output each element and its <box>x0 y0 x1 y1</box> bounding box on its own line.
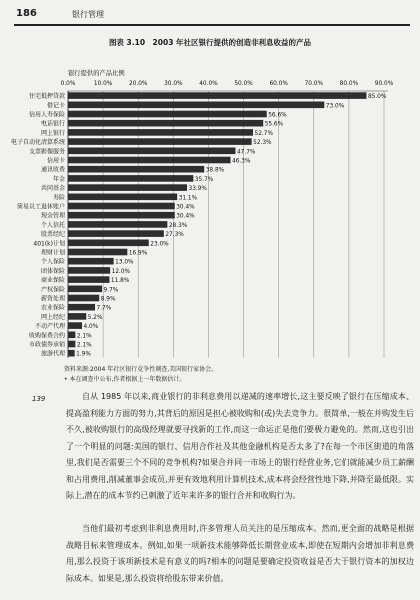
category-label: 不动产代理 <box>34 323 65 331</box>
category-label: 薪资处理 <box>40 295 65 303</box>
page-number: 186 <box>16 8 37 19</box>
data-label: 4.0% <box>83 324 99 331</box>
data-label: 56.6% <box>268 112 287 119</box>
category-label: 寿险 <box>52 194 65 202</box>
data-label: 9.7% <box>103 287 119 294</box>
bar <box>68 350 75 357</box>
data-label: 52.7% <box>254 130 273 137</box>
header-rule <box>14 24 410 26</box>
running-title: 银行管理 <box>72 10 104 19</box>
category-label: 网上银行 <box>40 129 65 137</box>
data-label: 85.0% <box>367 94 387 101</box>
category-label: 市政债券承销 <box>28 341 65 349</box>
data-label: 7.7% <box>96 305 112 312</box>
data-label: 35.7% <box>194 176 214 183</box>
bar <box>68 332 75 339</box>
data-label: 27.3% <box>165 232 184 239</box>
x-tick-label: 70.0% <box>304 81 323 87</box>
footnote: • 本在调查中公布,作者根据上一年数据估计。 <box>64 376 186 383</box>
category-label: 电子自动化清算系统 <box>10 139 65 147</box>
bar <box>68 304 95 311</box>
data-label: 16.9% <box>128 250 148 257</box>
bar <box>68 313 86 320</box>
data-label: 11.8% <box>110 278 130 285</box>
page-header <box>14 8 410 24</box>
x-tick-label: 90.0% <box>374 81 394 87</box>
data-label: 30.4% <box>176 213 195 220</box>
bar <box>68 258 114 265</box>
x-tick-label: 0.0% <box>60 81 76 87</box>
data-label: 55.6% <box>264 121 284 128</box>
margin-number: 139 <box>32 395 46 403</box>
x-tick-label: 30.0% <box>164 81 183 87</box>
data-label: 47.7% <box>236 149 256 156</box>
data-label: 8.9% <box>100 296 116 303</box>
data-label: 73.0% <box>325 103 345 110</box>
bar <box>68 184 187 191</box>
category-label: 共同基金 <box>40 185 65 193</box>
bar <box>68 194 177 201</box>
bar <box>68 138 252 145</box>
category-label: 支票影像服务 <box>28 148 65 156</box>
body-paragraph-2: 当他们最初考虑到非利息费用时,许多管理人员关注的是压缩成本。然而,更全面的战略是根据战略目标来管理成本。例如,如果一项新技术能够降低长期营业成本,即使在短期内会增加非利息费用,那么投资于该项新技术是有意义的吗?相本的问题是要确定投资收益是否大于银行资本的加权边际成本。如果是,那么投资将给股东带来价值。 <box>66 524 414 583</box>
category-label: 理财计划 <box>40 249 65 257</box>
figure-caption: 图表 3.10 2003 年社区银行提供的创造非利息收益的产品 <box>108 38 312 47</box>
category-label: 农业保险 <box>40 304 65 312</box>
bar <box>68 92 366 99</box>
x-tick-label: 40.0% <box>199 81 218 87</box>
data-label: 1.9% <box>76 351 91 358</box>
axis-caption: 银行提供的产品比例 <box>68 70 125 77</box>
data-label: 13.0% <box>115 259 134 266</box>
bar-chart <box>0 64 420 364</box>
category-label: 个人信托 <box>40 221 65 229</box>
bar <box>68 175 193 182</box>
data-label: 52.3% <box>253 140 272 147</box>
bar <box>68 295 99 302</box>
bar <box>68 286 102 293</box>
bar <box>68 267 110 274</box>
bar <box>68 221 167 228</box>
bar <box>68 230 164 237</box>
category-label: 电话银行 <box>40 120 65 128</box>
data-label: 28.3% <box>168 222 188 229</box>
category-label: 旅游代理 <box>40 350 65 358</box>
x-tick-label: 60.0% <box>269 81 288 87</box>
data-label: 2.1% <box>76 342 92 349</box>
category-label: 网上经纪 <box>40 313 65 321</box>
bar <box>68 148 235 155</box>
category-label: 个人保险 <box>40 258 65 266</box>
data-label: 31.1% <box>178 195 198 202</box>
category-label: 现金管理 <box>40 212 65 220</box>
data-label: 38.8% <box>205 167 225 174</box>
category-label: 股票经纪 <box>40 231 65 239</box>
bar <box>68 276 109 283</box>
bar <box>68 166 204 173</box>
x-tick-label: 50.0% <box>234 81 253 87</box>
x-tick-label: 10.0% <box>93 81 113 87</box>
category-label: 产权保险 <box>40 286 65 294</box>
category-label: 收购保费合约 <box>28 332 65 340</box>
category-label: 简易员工退休账户 <box>16 203 65 211</box>
bar <box>68 203 175 210</box>
category-label: 商业保险 <box>40 277 65 285</box>
data-label: 23.0% <box>150 241 169 248</box>
data-label: 46.3% <box>232 158 251 165</box>
x-tick-label: 80.0% <box>339 81 359 87</box>
data-label: 2.1% <box>76 333 92 340</box>
category-label: 借记卡 <box>46 102 65 110</box>
category-label: 401(k)计划 <box>33 240 65 248</box>
bar <box>68 249 127 256</box>
bar <box>68 322 82 329</box>
category-label: 团体保险 <box>40 267 65 275</box>
bar <box>68 157 231 164</box>
data-label: 30.4% <box>176 204 195 211</box>
x-tick-label: 20.0% <box>129 81 148 87</box>
category-label: 通讯收费 <box>40 166 65 174</box>
data-label: 5.2% <box>87 314 103 321</box>
bar <box>68 240 149 247</box>
bar <box>68 212 175 219</box>
bar <box>68 341 75 348</box>
source-note: 资料来源:2004 年社区银行竞争性调查,美国银行家协会。 <box>64 366 218 373</box>
bar <box>68 102 324 109</box>
bar <box>68 129 253 136</box>
data-label: 33.9% <box>188 186 207 193</box>
category-label: 信用卡 <box>46 157 65 165</box>
bar <box>68 120 263 127</box>
category-label: 年金 <box>52 175 65 183</box>
data-label: 12.0% <box>111 268 131 275</box>
category-label: 信用人寿保险 <box>28 111 65 119</box>
body-paragraph-1: 自从 1985 年以来,商业银行的非利息费用以递减的速率增长,这主要反映了银行在压缩成本、提高盈利能力方面的努力,其背后的原因是担心被收购和(或)失去竞争力。很简单,一般在并购发生后不久,被收购银行的高级经理就要寻找新的工作,而这一命运正是他们要极力避免的。然而,这也引出了一个明显的问题:美国的银行、信用合作社及其他金融机构是否太多了?在每一个市区街道的角落里,我们是否需要三个不同的竞争机构?如果合并同一市场上的银行经营业务,它们就能减少员工薪酬和占用费用,削减董事会成员,并更有效地利用计算机技术,成本将会经营性地下降,并降至最低限。实际上,潜在的成本节约已刺激了近年来许多的银行合并和收购行为。 <box>66 392 414 500</box>
category-label: 住宅抵押贷款 <box>28 93 65 101</box>
bar <box>68 111 267 118</box>
